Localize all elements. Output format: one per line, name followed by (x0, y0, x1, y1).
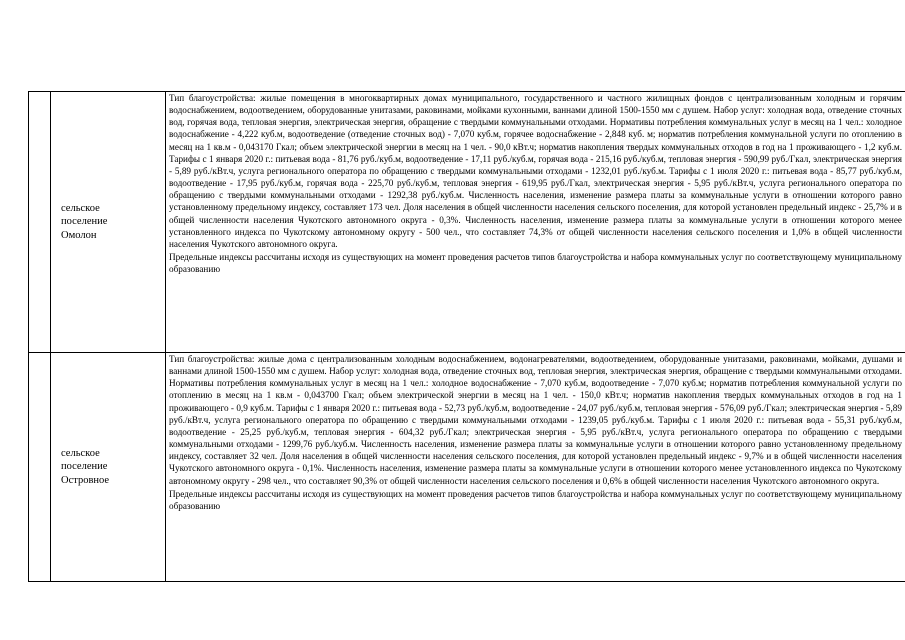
note-paragraph: Предельные индексы рассчитаны исходя из существующих на момент проведения расчетов типов благоустройства и набора коммунальных услуг по соответствующему муниципальному образованию (169, 488, 902, 511)
description-cell (166, 353, 905, 582)
settlement-name-line: сельское (61, 447, 100, 459)
description-paragraph: Тип благоустройства: жилые помещения в многоквартирных домах муниципального, государственного и частного жилищных фондов с централизованным холодным и горячим водоснабжением, водоотведением, оборудованные унитазами, раковинами, мойками кухонными, ваннами длиной 1500-1550 мм с душем. Набор услуг: холодная вода, отведение сточных вод, горячая вода, тепловая энергия, электрическая энергия, обращение с твердыми коммунальными отходами. Нормативы потребления коммунальных услуг в месяц на 1 чел.: холодное водоснабжение - 4,222 куб.м, водоотведение (отведение сточных вод) - 7,070 куб.м, горячее водоснабжение - 2,848 куб. м; норматив потребления коммунальной услуги по отоплению в месяц на 1 кв.м - 0,043170 Гкал; объем электрической энергии в месяц на 1 чел. - 90,0 кВт.ч; норматив накопления твердых коммунальных отходов в год на 1 проживающего - 1,2 куб.м. Тарифы с 1 января 2020 г.: питьевая вода - 81,76 руб./куб.м, водоотведение - 17,11 руб./куб.м, горячая вода - 215,16 руб./куб.м, тепловая энергия - 590,99 руб./Гкал, электрическая энергия - 5,89 руб./кВт.ч, услуга регионального оператора по обращению с твердыми коммунальными отходами - 1232,01 руб./куб.м. Тарифы с 1 июля 2020 г.: питьевая вода - 85,77 руб./куб.м, водоотведение - 17,95 руб./куб.м, горячая вода - 225,70 руб./куб.м, тепловая энергия - 619,95 руб./Гкал, электрическая энергия - 5,95 руб./кВт.ч, услуга регионального оператора по обращению с твердыми коммунальными отходами - 1292,38 руб./куб.м. Численность населения, изменение размера платы за коммунальные услуги в отношении которого равно установленному предельному индексу, составляет 173 чел. Доля населения в общей численности населения сельского поселения, для которой установлен предельный индекс - 25,7% и в общей численности населения Чукотского автономного округа - 0,3%. Численность населения, изменение размера платы за коммунальные услуги в отношении которого менее установленного индекса по Чукотскому автономному округу - 500 чел., что составляет 74,3% от общей численности населения сельского поселения и 1,0% в общей численности населения Чукотского автономного округа. (169, 93, 902, 249)
settlement-name-cell (51, 92, 166, 353)
row-number-cell (29, 353, 51, 582)
settlement-name-cell (51, 353, 166, 582)
description-paragraph: Тип благоустройства: жилые дома с централизованным холодным водоснабжением, водонагревателями, водоотведением, оборудованные унитазами, раковинами, мойками, душами и ваннами длиной 1500-1550 мм с душем. Набор услуг: холодная вода, отведение сточных вод, тепловая энергия, электрическая энергия, обращение с твердыми коммунальными отходами. Нормативы потребления коммунальных услуг в месяц на 1 чел.: холодное водоснабжение - 7,070 куб.м, водоотведение - 7,070 куб.м; норматив потребления коммунальной услуги по отоплению в месяц на 1 кв.м - 0,043700 Гкал; объем электрической энергии в месяц на 1 чел. - 150,0 кВт.ч; норматив накопления твердых коммунальных отходов в год на 1 проживающего - 0,9 куб.м. Тарифы с 1 января 2020 г.: питьевая вода - 52,73 руб./куб.м, водоотведение - 24,07 руб./куб.м, тепловая энергия - 576,09 руб./Гкал; электрическая энергия - 5,89 руб./кВт.ч, услуга регионального оператора по обращению с твердыми коммунальными отходами - 1239,05 руб./куб.м. Тарифы с 1 июля 2020 г.: питьевая вода - 55,31 руб./куб.м, водоотведение - 25,25 руб./куб.м, тепловая энергия - 604,32 руб./Гкал; электрическая энергия - 5,95 руб./кВт.ч, услуга регионального оператора по обращению с твердыми коммунальными отходами - 1299,76 руб./куб.м. Численность населения, изменение размера платы за коммунальные услуги в отношении которого равно установленному предельному индексу, составляет 32 чел. Доля населения в общей численности населения сельского поселения, для которой установлен предельный индекс - 9,7% и в общей численности населения Чукотского автономного округа - 0,1%. Численность населения, изменение размера платы за коммунальные услуги в отношении которого менее установленного индекса по Чукотскому автономному округу - 298 чел., что составляет 90,3% от общей численности населения сельского поселения и 0,6% в общей численности населения Чукотского автономного округа. (169, 354, 902, 486)
utility-index-table (28, 91, 905, 582)
table-row (29, 353, 905, 582)
settlement-name-line: Омолон (61, 229, 97, 241)
table-row (29, 92, 905, 353)
row-number-cell (29, 92, 51, 353)
settlement-name-line: сельское (61, 202, 100, 214)
description-cell (166, 92, 905, 353)
settlement-name-line: поселение (61, 461, 108, 473)
note-paragraph: Предельные индексы рассчитаны исходя из существующих на момент проведения расчетов типов благоустройства и набора коммунальных услуг по соответствующему муниципальному образованию (169, 252, 902, 275)
settlement-name-line: поселение (61, 216, 108, 228)
settlement-name-line: Островное (61, 474, 110, 486)
